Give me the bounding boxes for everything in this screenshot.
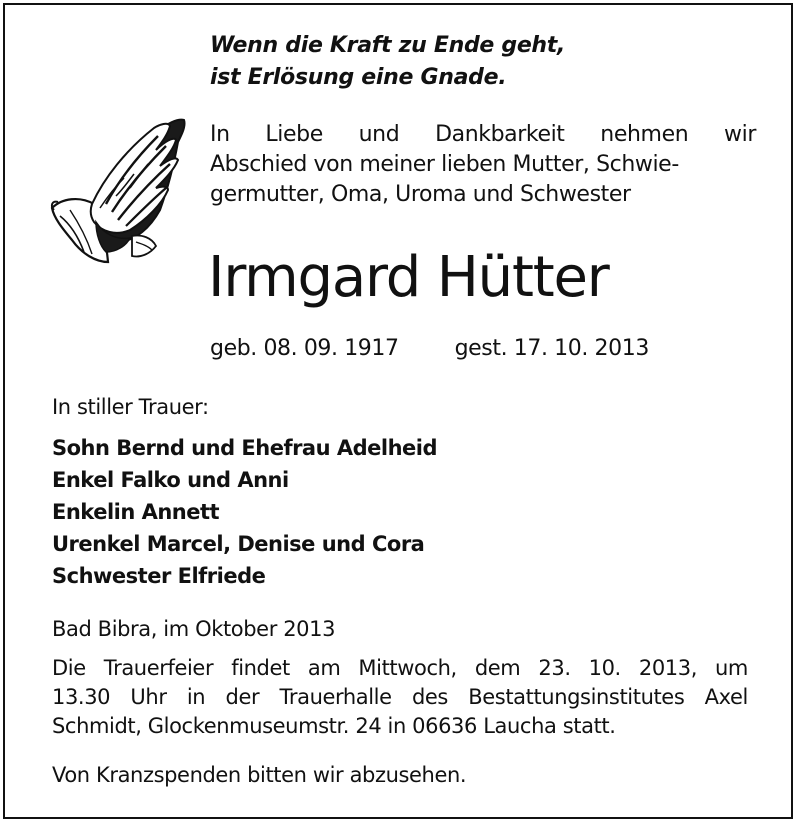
motto-line: Wenn die Kraft zu Ende geht, [210,33,566,58]
life-dates [210,334,649,364]
service-line: Die Trauerfeier findet am Mittwoch, dem 23. 10. 2013, um [52,656,748,680]
birth-date: geb. 08. 09. 1917 [210,336,399,361]
mourner-entry: Enkelin Annett [52,500,220,524]
closing-note: Von Kranzspenden bitten wir abzusehen. [52,763,467,787]
intro-line: germutter, Oma, Uroma und Schwester [210,182,631,207]
service-info [52,654,748,741]
death-date: gest. 17. 10. 2013 [454,336,649,361]
mourners-list [52,432,437,592]
mourner-entry: Urenkel Marcel, Denise und Cora [52,532,425,556]
motto [210,30,565,94]
mourner-entry: Enkel Falko und Anni [52,468,289,492]
praying-hands-icon [46,112,190,272]
intro-line: Abschied von meiner lieben Mutter, Schwie- [210,152,679,177]
service-line: Schmidt, Glockenmuseumstr. 24 in 06636 Laucha statt. [52,714,616,738]
mourner-entry: Sohn Bernd und Ehefrau Adelheid [52,436,438,460]
deceased-name: Irmgard Hütter [208,245,609,310]
service-line: 13.30 Uhr in der Trauerhalle des Bestattungsinstitutes Axel [52,685,748,709]
place-date: Bad Bibra, im Oktober 2013 [52,617,336,641]
motto-line: ist Erlösung eine Gnade. [210,65,507,90]
intro-text [210,120,756,210]
mourning-label: In stiller Trauer: [52,395,209,419]
mourner-entry: Schwester Elfriede [52,564,266,588]
intro-line: In Liebe und Dankbarkeit nehmen wir [210,122,756,147]
